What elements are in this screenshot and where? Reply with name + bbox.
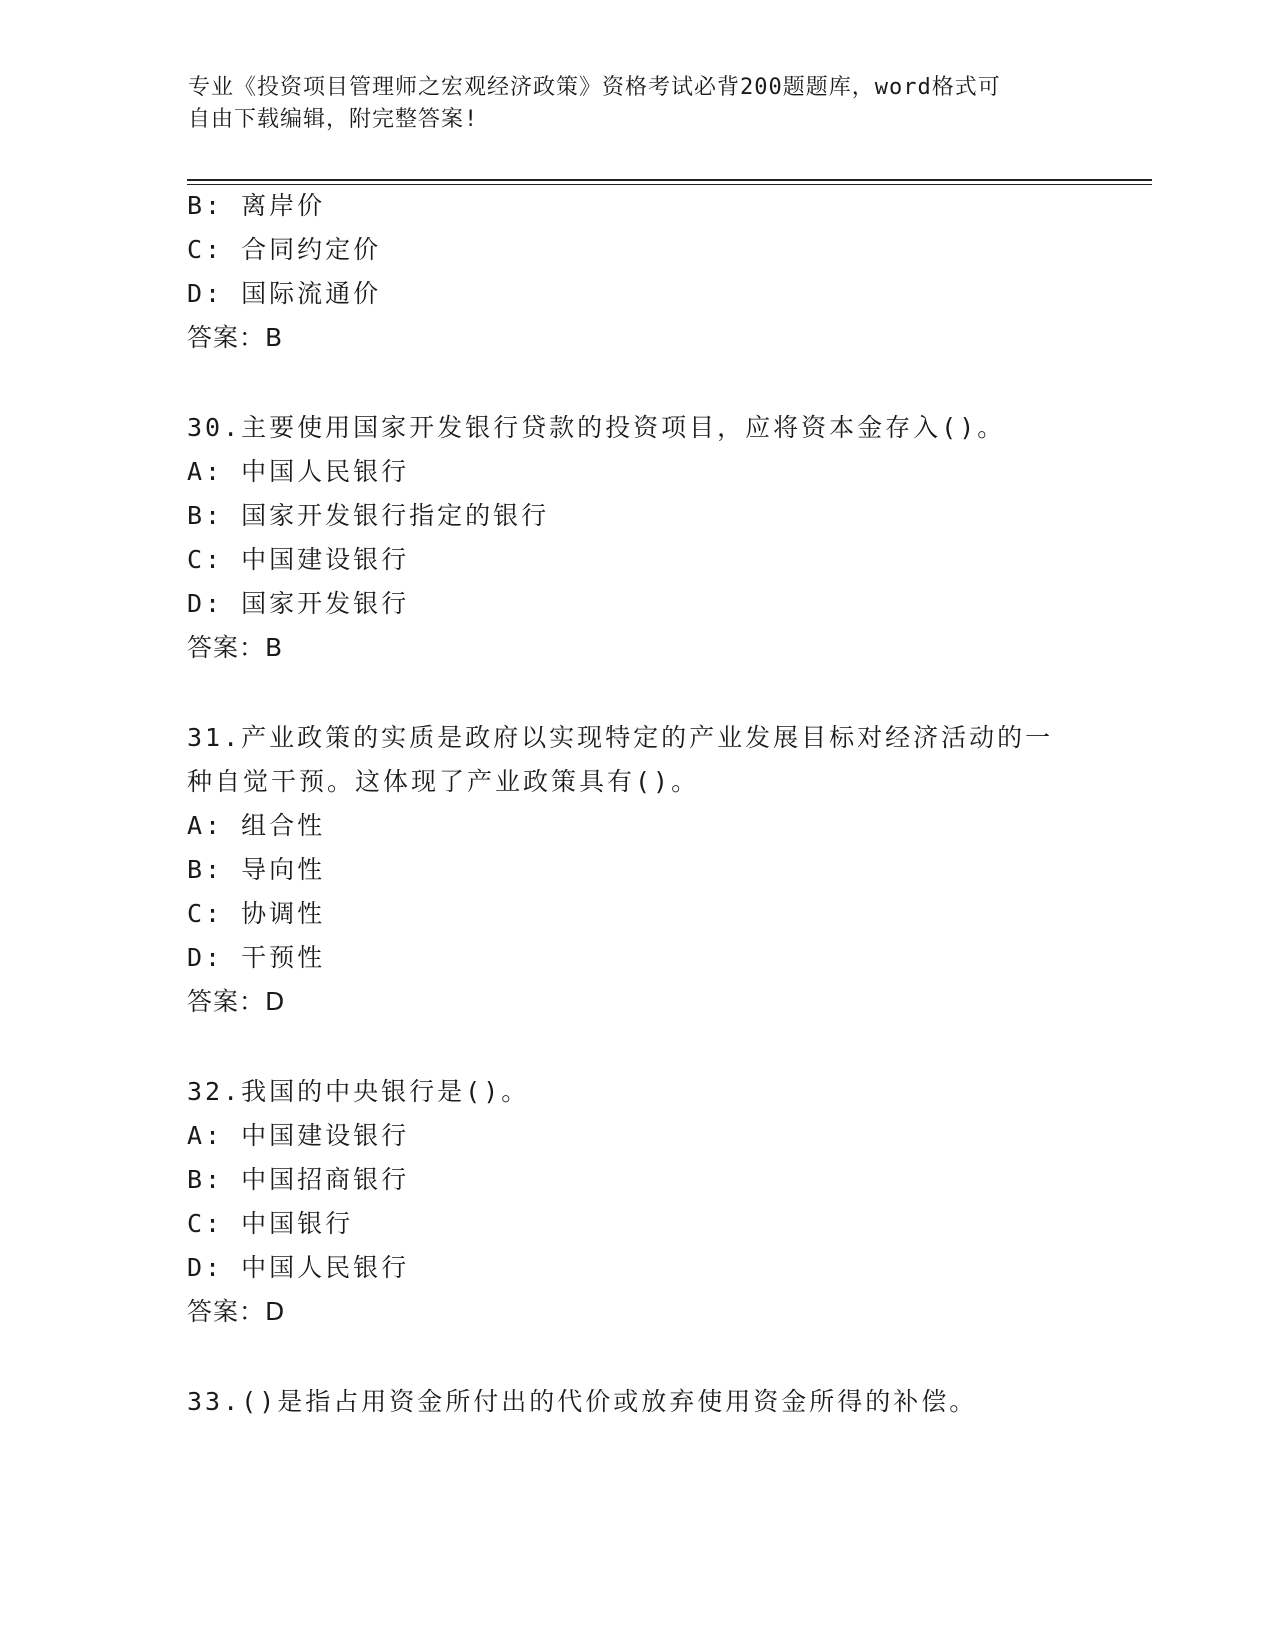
q31-option-b: B: 导向性	[187, 855, 326, 884]
q31-option-a: A: 组合性	[187, 811, 326, 840]
q32-stem: 32.我国的中央银行是()。	[187, 1077, 530, 1106]
q31-option-c: C: 协调性	[187, 899, 326, 928]
q32-option-a: A: 中国建设银行	[187, 1121, 410, 1150]
header-line-2: 自由下载编辑，附完整答案!	[188, 107, 479, 132]
q30-option-d: D: 国家开发银行	[187, 589, 410, 618]
q30-option-b: B: 国家开发银行指定的银行	[187, 501, 550, 530]
q31-stem-line-1: 31.产业政策的实质是政府以实现特定的产业发展目标对经济活动的一	[187, 723, 1054, 752]
prev-option-c: C: 合同约定价	[187, 235, 382, 264]
q32-option-d: D: 中国人民银行	[187, 1253, 410, 1282]
q32-option-b: B: 中国招商银行	[187, 1165, 410, 1194]
q31-answer: 答案：D	[187, 987, 286, 1016]
q33-stem: 33.()是指占用资金所付出的代价或放弃使用资金所得的补偿。	[187, 1387, 978, 1416]
q32-option-c: C: 中国银行	[187, 1209, 354, 1238]
prev-option-d: D: 国际流通价	[187, 279, 382, 308]
q30-option-c: C: 中国建设银行	[187, 545, 410, 574]
q30-answer: 答案：B	[187, 633, 284, 662]
prev-answer: 答案：B	[187, 323, 284, 352]
q30-stem: 30.主要使用国家开发银行贷款的投资项目，应将资本金存入()。	[187, 413, 1006, 442]
q30-option-a: A: 中国人民银行	[187, 457, 410, 486]
header-line-1: 专业《投资项目管理师之宏观经济政策》资格考试必背200题题库，word格式可	[188, 75, 1001, 100]
q31-option-d: D: 干预性	[187, 943, 326, 972]
prev-option-b: B: 离岸价	[187, 191, 326, 220]
document-header	[188, 72, 1088, 136]
header-divider	[187, 179, 1152, 185]
q31-stem-line-2: 种自觉干预。这体现了产业政策具有()。	[187, 767, 700, 796]
q32-answer: 答案：D	[187, 1297, 286, 1326]
